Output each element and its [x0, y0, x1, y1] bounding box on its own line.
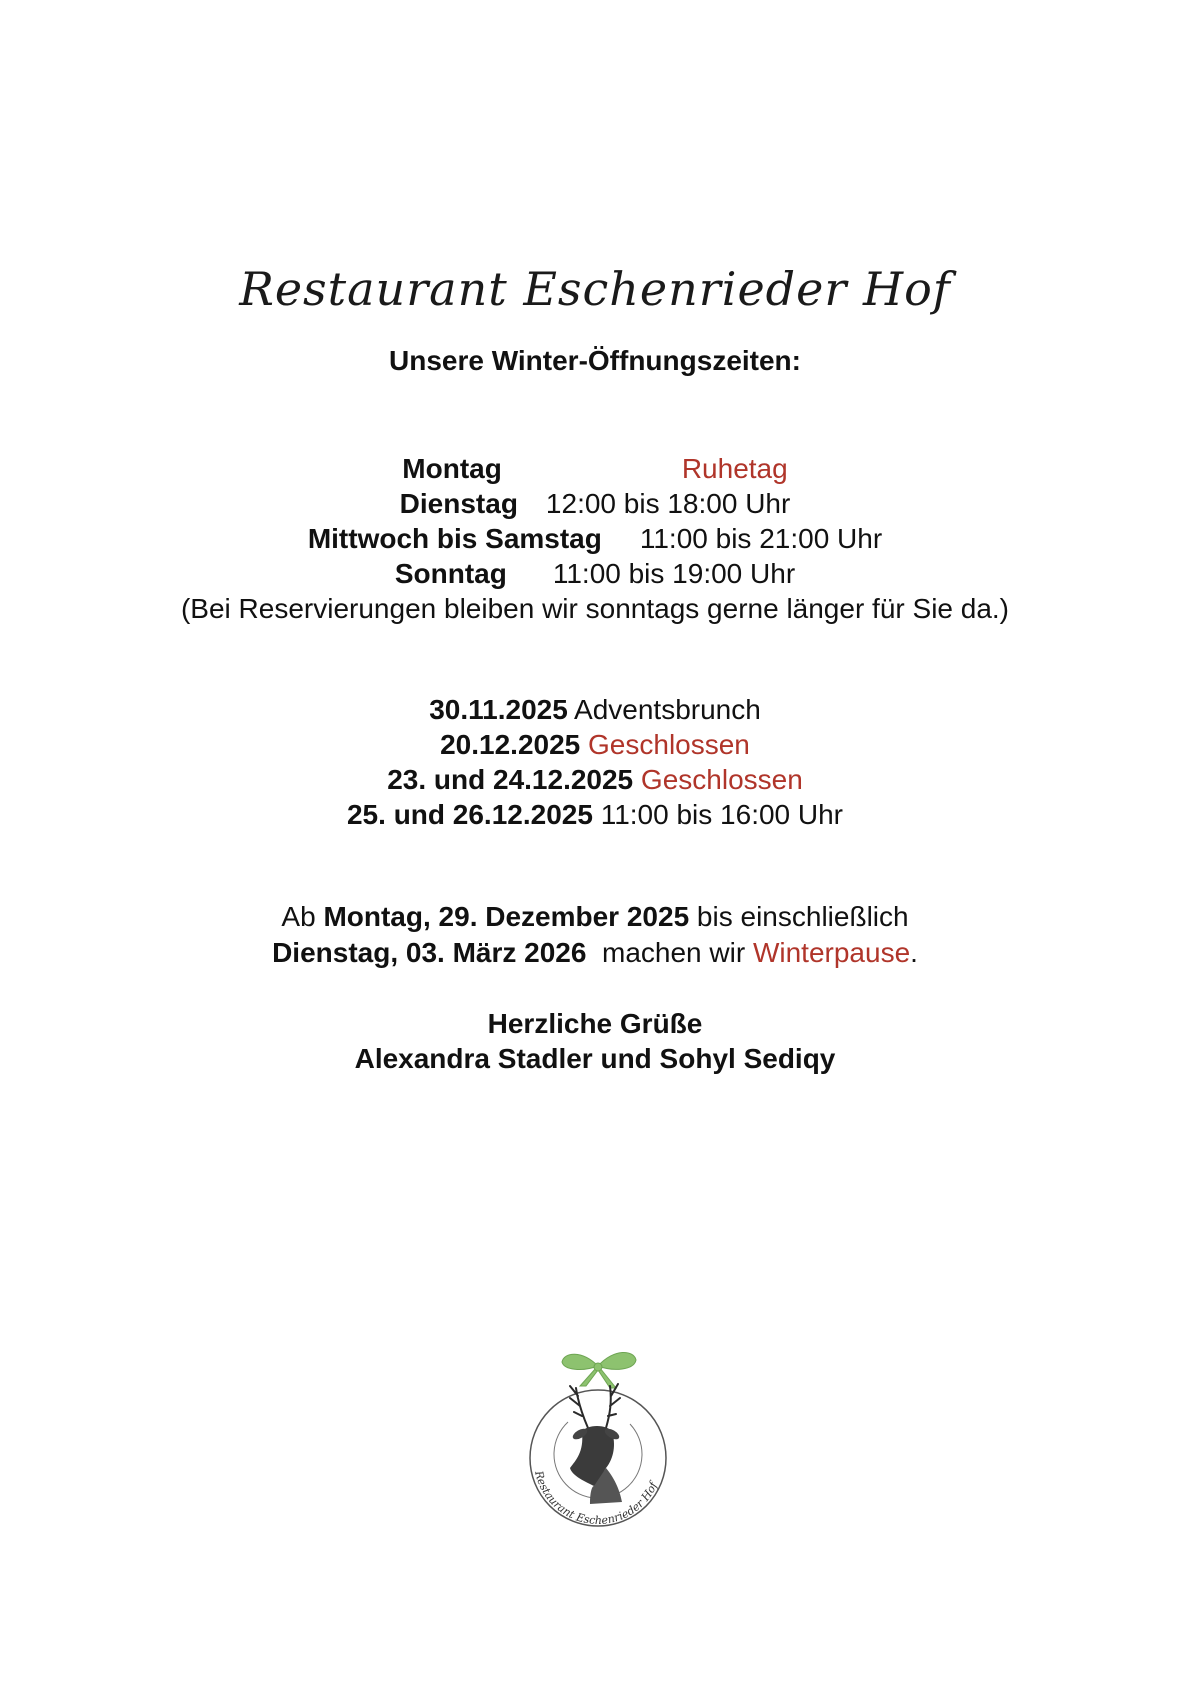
special-date-row	[0, 763, 1190, 797]
hours-time: Ruhetag	[681, 453, 788, 484]
hours-row-wed-sat	[0, 522, 1190, 556]
opening-hours-heading: Unsere Winter-Öffnungszeiten:	[389, 345, 801, 376]
special-date-row	[0, 728, 1190, 762]
winter-break-end: Dienstag, 03. März 2026	[272, 937, 587, 968]
hours-note: (Bei Reservierungen bleiben wir sonntags gerne länger für Sie da.)	[180, 593, 1010, 624]
special-date: 25. und 26.12.2025	[346, 799, 593, 830]
hours-time: 12:00 bis 18:00 Uhr	[545, 488, 791, 519]
hours-time: 11:00 bis 21:00 Uhr	[639, 523, 883, 554]
closing-signature: Alexandra Stadler und Sohyl Sediqy	[354, 1043, 836, 1074]
closing-greeting: Herzliche Grüße	[487, 1008, 703, 1039]
winter-break-middle: bis einschließlich	[689, 901, 909, 932]
special-date: 20.12.2025	[440, 729, 581, 760]
logo-text: Restaurant Eschenrieder Hof	[532, 1469, 661, 1528]
special-date-row	[0, 693, 1190, 727]
winter-break-start: Montag, 29. Dezember 2025	[323, 901, 690, 932]
deer-logo-icon	[520, 1340, 676, 1536]
hours-day: Sonntag	[394, 558, 507, 589]
special-date-row	[0, 798, 1190, 832]
hours-row-tuesday	[0, 487, 1190, 521]
winter-break-line-1	[0, 900, 1190, 934]
hours-day: Dienstag	[399, 488, 518, 519]
special-date: 23. und 24.12.2025	[387, 764, 634, 795]
hours-time: 11:00 bis 19:00 Uhr	[552, 558, 796, 589]
special-date-info: Adventsbrunch	[574, 694, 761, 725]
special-date-info: Geschlossen	[640, 764, 803, 795]
winter-break-prefix: Ab	[281, 901, 324, 932]
hours-day: Mittwoch bis Samstag	[307, 523, 602, 554]
special-date: 30.11.2025	[429, 694, 568, 725]
hours-day: Montag	[402, 453, 502, 484]
winter-break-text: machen wir	[586, 937, 753, 968]
winter-break-line-2	[0, 936, 1190, 970]
hours-row-monday	[0, 452, 1190, 486]
restaurant-name-heading: Restaurant Eschenrieder Hof	[239, 262, 951, 316]
winter-break-highlight: Winterpause	[752, 937, 911, 968]
ribbon-bow-icon	[562, 1352, 636, 1388]
hours-row-sunday	[0, 557, 1190, 591]
winter-break-suffix: .	[910, 937, 918, 968]
special-date-info: 11:00 bis 16:00 Uhr	[600, 799, 844, 830]
special-date-info: Geschlossen	[588, 729, 750, 760]
